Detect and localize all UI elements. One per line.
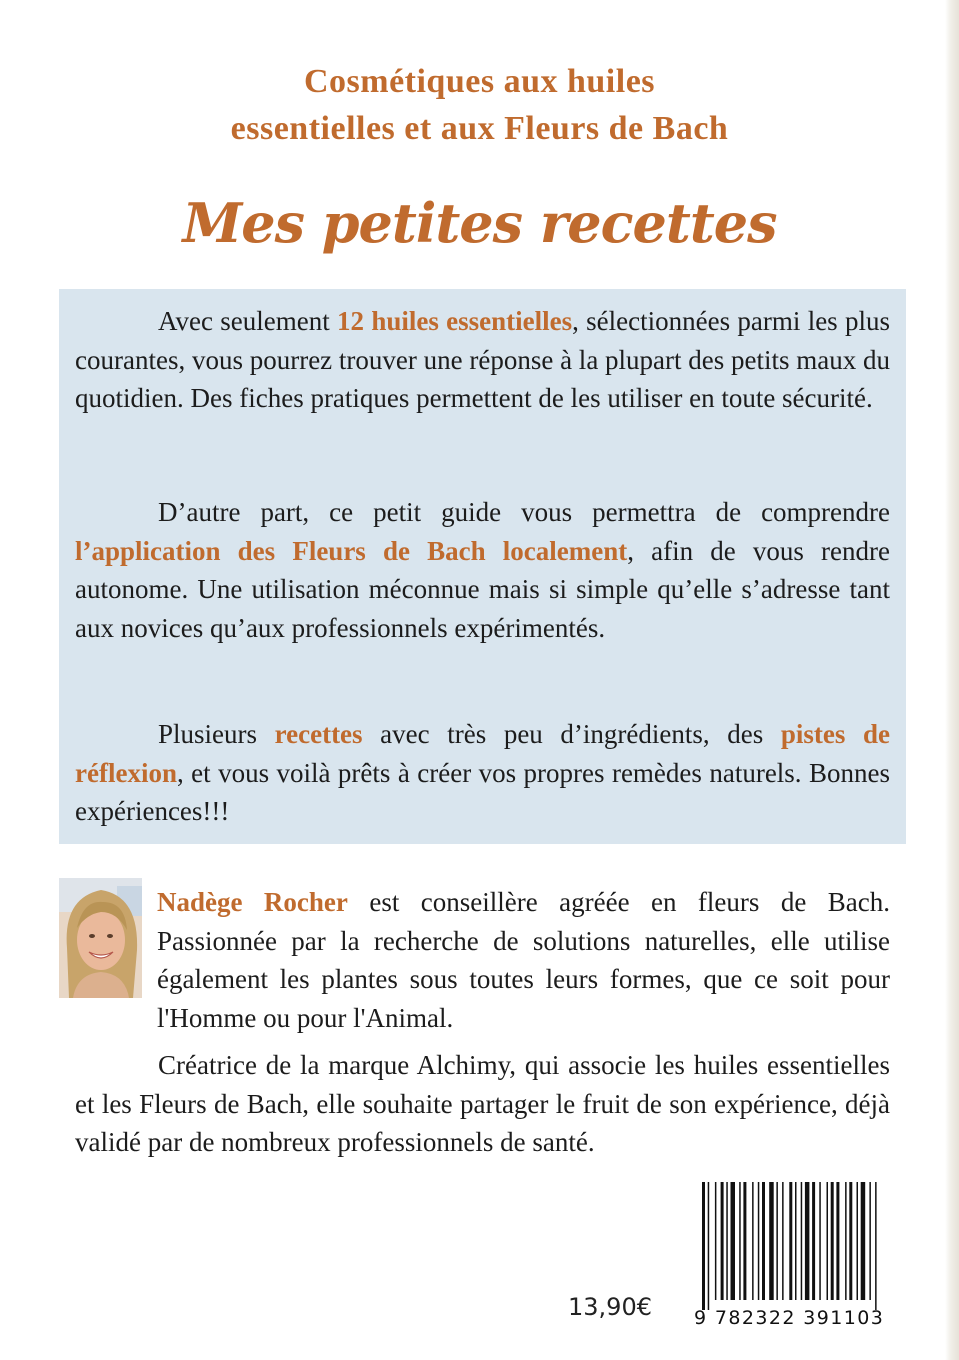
p1-highlight: 12 huiles essentielles bbox=[337, 306, 573, 336]
barcode-bar bbox=[861, 1182, 866, 1300]
p1-text-end: , sélectionnées parmi les plus courantes, vous pourrez trouver une réponse à la plupart des petits maux du quotidien. Des fiches pratiques permettent de les utiliser en toute sécurité. bbox=[75, 306, 890, 413]
barcode-bar bbox=[836, 1182, 839, 1300]
book-subtitle: Mes petites recettes bbox=[182, 191, 777, 255]
barcode-bar bbox=[831, 1182, 834, 1300]
barcode-bar bbox=[758, 1182, 760, 1300]
barcode-bar bbox=[721, 1182, 724, 1300]
barcode-bar bbox=[819, 1182, 821, 1300]
blurb-paragraph-3 bbox=[75, 715, 890, 831]
p3-text-start: Plusieurs bbox=[158, 719, 275, 749]
barcode-bar bbox=[715, 1182, 717, 1300]
barcode-bar bbox=[875, 1182, 877, 1310]
book-title bbox=[0, 58, 959, 152]
barcode-bar bbox=[726, 1182, 728, 1300]
barcode-bar bbox=[743, 1182, 746, 1300]
barcode-bar bbox=[762, 1182, 765, 1300]
barcode-bar bbox=[782, 1182, 784, 1300]
author-bio-text: est conseillère agréée en fleurs de Bach. Passionnée par la recherche de solutions naturelles, elle utilise également les plantes sous toutes leurs formes, que ce soit pour l'Homme ou pour l'Animal. bbox=[157, 887, 890, 1033]
barcode-bar bbox=[731, 1182, 736, 1300]
p2-highlight: l’application des Fleurs de Bach localement bbox=[75, 535, 628, 566]
barcode-bar bbox=[849, 1182, 852, 1300]
price-label: 13,90€ bbox=[568, 1293, 652, 1321]
barcode-bar bbox=[769, 1182, 774, 1300]
barcode-bar bbox=[776, 1182, 778, 1300]
barcode-bar bbox=[739, 1182, 741, 1300]
p2-text-end: , afin de vous rendre autonome. Une utilisation méconnue mais si simple qu’elle s’adresse tant aux novices qu’aux professionnels expérimentés. bbox=[75, 535, 890, 643]
barcode-bar bbox=[869, 1182, 871, 1300]
title-line-1: Cosmétiques aux huiles bbox=[303, 63, 656, 100]
barcode-bars bbox=[692, 1170, 898, 1310]
barcode-bar bbox=[812, 1182, 815, 1300]
isbn-number: 9 782322 391103 bbox=[694, 1307, 885, 1329]
p1-text-start: Avec seulement bbox=[158, 306, 338, 336]
barcode-bar bbox=[857, 1182, 859, 1300]
p3-text-end: , et vous voilà prêts à créer vos propres remèdes naturels. Bonnes expériences!!! bbox=[75, 757, 890, 826]
author-bio-paragraph bbox=[75, 883, 890, 1037]
blurb-paragraph-2 bbox=[75, 493, 890, 647]
p3-highlight-2: pistes de réflexion bbox=[75, 719, 890, 788]
barcode-bar bbox=[845, 1182, 847, 1300]
author-name-inline: Nadège Rocher bbox=[157, 887, 348, 917]
barcode-bar bbox=[702, 1182, 705, 1310]
p2-text-start: D’autre part, ce petit guide vous permettra de comprendre bbox=[158, 497, 890, 527]
author-bio-paragraph-2: Créatrice de la marque Alchimy, qui associe les huiles essentielles et les Fleurs de Bach, elle souhaite partager le fruit de son expérience, déjà validé par de nombreux professionnels de santé. bbox=[75, 1050, 890, 1157]
p3-highlight-1: recettes bbox=[274, 719, 363, 749]
p3-text-mid: avec très peu d’ingrédients, des bbox=[362, 719, 781, 749]
barcode-bar bbox=[708, 1182, 710, 1310]
barcode-bar bbox=[752, 1182, 754, 1300]
photo-float-spacer bbox=[75, 883, 157, 1001]
barcode-bar bbox=[795, 1182, 797, 1300]
blurb-paragraph-1 bbox=[75, 302, 890, 418]
title-line-2: essentielles et aux Fleurs de Bach bbox=[230, 110, 729, 147]
barcode-bar bbox=[805, 1182, 810, 1300]
barcode-bar bbox=[789, 1182, 792, 1300]
barcode-bar bbox=[827, 1182, 829, 1300]
barcode-bar bbox=[801, 1182, 803, 1300]
